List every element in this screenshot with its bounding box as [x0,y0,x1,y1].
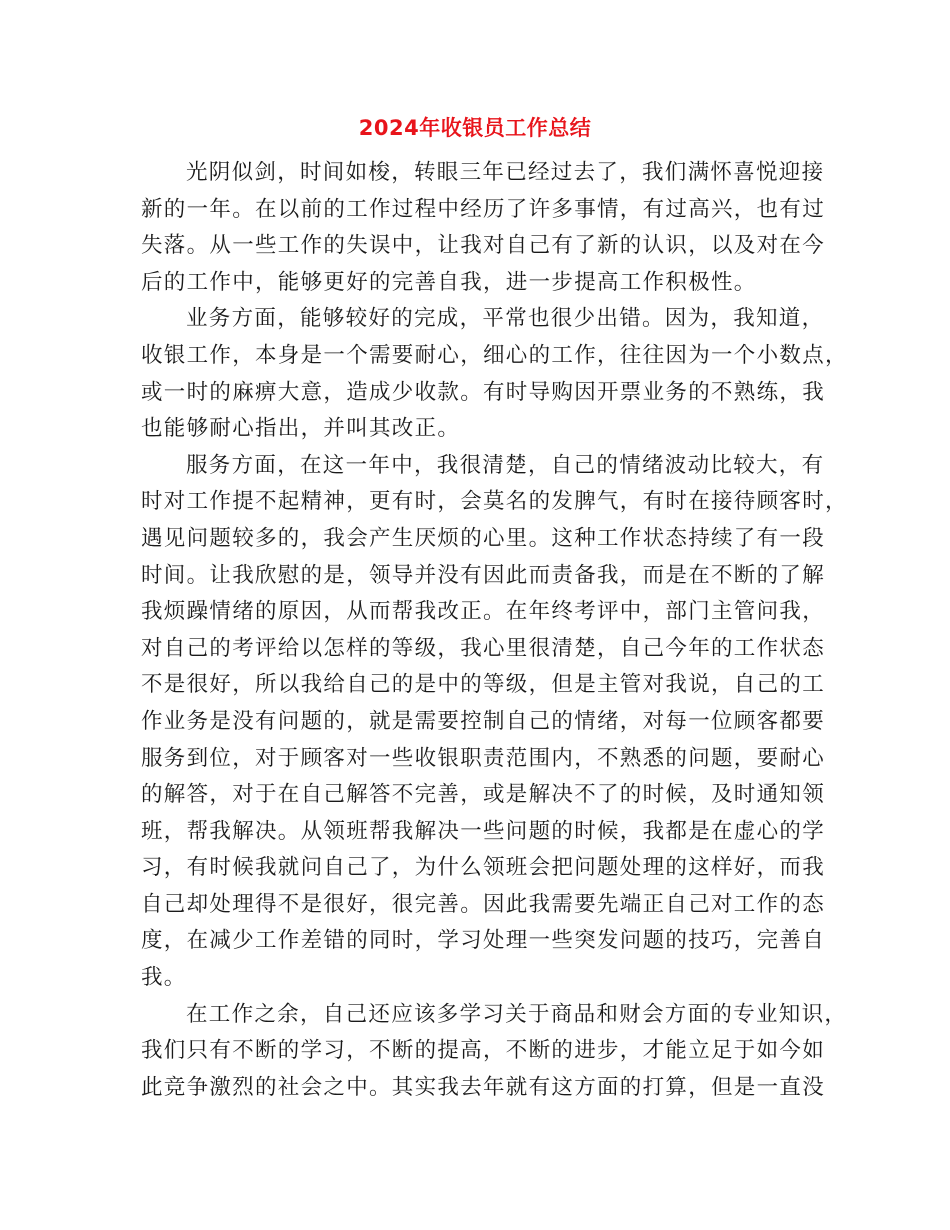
text-line: 或一时的麻痹大意，造成少收款。有时导购因开票业务的不熟练，我 [141,379,826,405]
text-line: 服务到位，对于顾客对一些收银职责范围内，不熟悉的问题，要耐心 [141,745,826,771]
text-line: 光阴似剑，时间如梭，转眼三年已经过去了，我们满怀喜悦迎接 [186,160,825,185]
text-line: 度，在减少工作差错的同时，学习处理一些突发问题的技巧，完善自 [141,928,826,954]
paragraph-4 [141,997,848,1107]
text-line: 对自己的考评给以怎样的等级，我心里很清楚，自己今年的工作状态 [141,635,826,661]
paragraph-1 [141,155,826,301]
text-line: 新的一年。在以前的工作过程中经历了许多事情，有过高兴，也有过 [141,196,826,222]
document-body [141,155,848,1106]
text-line: 自己却处理得不是很好，很完善。因此我需要先端正自己对工作的态 [141,891,826,917]
document-title: 2024年收银员工作总结 [358,116,592,140]
text-line: 时对工作提不起精神，更有时，会莫名的发脾气，有时在接待顾客时， [141,489,848,515]
text-line: 我们只有不断的学习，不断的提高，不断的进步，才能立足于如今如 [141,1038,826,1064]
text-line: 我。 [141,965,187,991]
text-line: 后的工作中，能够更好的完善自我，进一步提高工作积极性。 [141,269,757,295]
text-line: 的解答，对于在自己解答不完善，或是解决不了的时候，及时通知领 [141,782,826,808]
text-line: 服务方面，在这一年中，我很清楚，自己的情绪波动比较大，有 [186,452,825,478]
text-line: 不是很好，所以我给自己的是中的等级，但是主管对我说，自己的工 [141,672,826,698]
paragraph-3 [141,448,848,997]
text-line: 作业务是没有问题的，就是需要控制自己的情绪，对每一位顾客都要 [141,708,826,734]
text-line: 失落。从一些工作的失误中，让我对自己有了新的认识，以及对在今 [141,233,826,259]
text-line: 此竞争激烈的社会之中。其实我去年就有这方面的打算，但是一直没 [141,1074,826,1100]
text-line: 我烦躁情绪的原因，从而帮我改正。在年终考评中，部门主管问我， [141,599,826,625]
text-line: 在工作之余，自己还应该多学习关于商品和财会方面的专业知识， [186,1001,848,1027]
text-line: 时间。让我欣慰的是，领导并没有因此而责备我，而是在不断的了解 [141,562,826,588]
paragraph-2 [141,301,848,447]
text-line: 业务方面，能够较好的完成，平常也很少出错。因为，我知道， [186,306,825,332]
text-line: 收银工作，本身是一个需要耐心，细心的工作，往往因为一个小数点， [141,342,848,368]
text-line: 习，有时候我就问自己了，为什么领班会把问题处理的这样好，而我 [141,855,826,881]
text-line: 也能够耐心指出，并叫其改正。 [141,416,461,442]
text-line: 遇见问题较多的，我会产生厌烦的心里。这种工作状态持续了有一段 [141,525,826,551]
text-line: 班，帮我解决。从领班帮我解决一些问题的时候，我都是在虚心的学 [141,818,826,844]
